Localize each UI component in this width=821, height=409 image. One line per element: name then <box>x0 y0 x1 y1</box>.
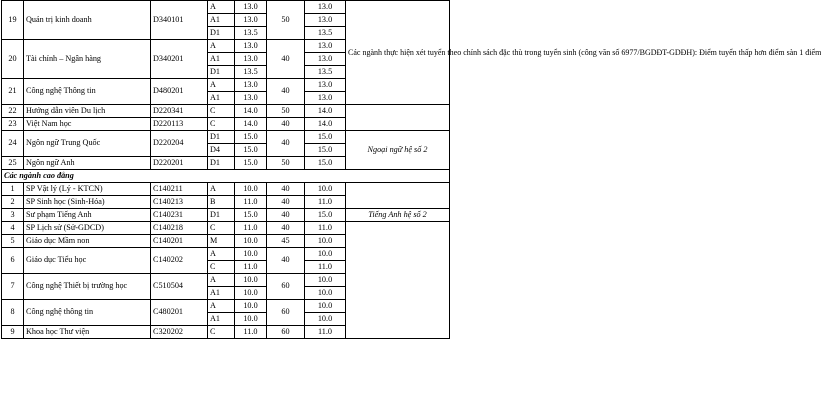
row-number: 23 <box>2 118 24 131</box>
exam-block: D1 <box>208 157 235 170</box>
quota: 40 <box>267 183 305 196</box>
floor-score: 10.0 <box>235 235 267 248</box>
quota: 60 <box>267 300 305 326</box>
row-number: 19 <box>2 1 24 40</box>
quota: 40 <box>267 248 305 274</box>
quota: 50 <box>267 105 305 118</box>
exam-block: A1 <box>208 14 235 27</box>
major-name: Công nghệ Thông tin <box>24 79 151 105</box>
major-code: C510504 <box>151 274 208 300</box>
major-name: Khoa học Thư viện <box>24 326 151 339</box>
english-note: Tiếng Anh hệ số 2 <box>346 209 450 222</box>
row-number: 1 <box>2 183 24 196</box>
admission-score: 13.0 <box>305 1 346 14</box>
admission-score: 13.5 <box>305 27 346 40</box>
admission-score: 10.0 <box>305 235 346 248</box>
floor-score: 15.0 <box>235 209 267 222</box>
row-number: 7 <box>2 274 24 300</box>
floor-score: 10.0 <box>235 300 267 313</box>
admission-score: 14.0 <box>305 118 346 131</box>
section-title: Các ngành cao đẳng <box>2 170 450 183</box>
quota: 45 <box>267 235 305 248</box>
table-row <box>2 105 450 118</box>
floor-score: 13.0 <box>235 14 267 27</box>
exam-block: D1 <box>208 66 235 79</box>
admission-score: 13.0 <box>305 92 346 105</box>
table-row <box>2 209 450 222</box>
major-name: Ngôn ngữ Trung Quốc <box>24 131 151 157</box>
exam-block: A1 <box>208 287 235 300</box>
major-code: C140218 <box>151 222 208 235</box>
row-number: 24 <box>2 131 24 157</box>
quota: 50 <box>267 157 305 170</box>
admission-score: 13.0 <box>305 14 346 27</box>
admission-score: 10.0 <box>305 248 346 261</box>
exam-block: A1 <box>208 92 235 105</box>
major-name: SP Vật lý (Lý - KTCN) <box>24 183 151 196</box>
major-code: C480201 <box>151 300 208 326</box>
exam-block: D1 <box>208 27 235 40</box>
admission-score: 10.0 <box>305 287 346 300</box>
note-empty <box>346 105 450 131</box>
major-code: C140202 <box>151 248 208 274</box>
floor-score: 14.0 <box>235 118 267 131</box>
quota: 40 <box>267 40 305 79</box>
major-code: D340201 <box>151 40 208 79</box>
major-name: SP Lịch sử (Sử-GDCD) <box>24 222 151 235</box>
exam-block: C <box>208 118 235 131</box>
table-row <box>2 131 450 144</box>
exam-block: A <box>208 183 235 196</box>
admission-score: 10.0 <box>305 313 346 326</box>
floor-score: 11.0 <box>235 196 267 209</box>
row-number: 25 <box>2 157 24 170</box>
policy-note: Các ngành thực hiện xét tuyển theo chính sách đặc thù trong tuyển sinh (công văn số 6977/BGDĐT-GDĐH): Điểm tuyển thấp hơn điểm sàn 1 điểm <box>346 1 450 105</box>
table-row <box>2 1 450 14</box>
exam-block: D1 <box>208 131 235 144</box>
major-name: Hướng dẫn viên Du lịch <box>24 105 151 118</box>
admission-score: 10.0 <box>305 300 346 313</box>
exam-block: A <box>208 300 235 313</box>
floor-score: 15.0 <box>235 157 267 170</box>
row-number: 6 <box>2 248 24 274</box>
admission-score: 11.0 <box>305 326 346 339</box>
major-name: Tài chính – Ngân hàng <box>24 40 151 79</box>
quota: 50 <box>267 1 305 40</box>
section-header-row <box>2 170 450 183</box>
major-code: C320202 <box>151 326 208 339</box>
exam-block: B <box>208 196 235 209</box>
exam-block: A <box>208 40 235 53</box>
major-name: Ngôn ngữ Anh <box>24 157 151 170</box>
exam-block: C <box>208 261 235 274</box>
row-number: 5 <box>2 235 24 248</box>
admission-score: 10.0 <box>305 274 346 287</box>
floor-score: 13.5 <box>235 66 267 79</box>
floor-score: 15.0 <box>235 131 267 144</box>
admission-score: 11.0 <box>305 222 346 235</box>
floor-score: 15.0 <box>235 144 267 157</box>
note-empty <box>346 222 450 339</box>
row-number: 2 <box>2 196 24 209</box>
admission-score: 15.0 <box>305 209 346 222</box>
floor-score: 13.0 <box>235 40 267 53</box>
major-name: Giáo dục Tiểu học <box>24 248 151 274</box>
admission-score: 10.0 <box>305 183 346 196</box>
floor-score: 13.5 <box>235 27 267 40</box>
admission-table <box>1 0 821 339</box>
exam-block: M <box>208 235 235 248</box>
quota: 60 <box>267 326 305 339</box>
major-name: Quản trị kinh doanh <box>24 1 151 40</box>
note-empty <box>346 183 450 209</box>
admission-score: 15.0 <box>305 157 346 170</box>
foreign-language-note: Ngoại ngữ hệ số 2 <box>346 131 450 170</box>
floor-score: 11.0 <box>235 222 267 235</box>
floor-score: 10.0 <box>235 313 267 326</box>
exam-block: C <box>208 326 235 339</box>
row-number: 22 <box>2 105 24 118</box>
floor-score: 13.0 <box>235 79 267 92</box>
admission-score: 13.0 <box>305 79 346 92</box>
major-name: Công nghệ Thiết bị trường học <box>24 274 151 300</box>
exam-block: D1 <box>208 209 235 222</box>
major-name: Sư phạm Tiếng Anh <box>24 209 151 222</box>
major-code: D220113 <box>151 118 208 131</box>
exam-block: A <box>208 274 235 287</box>
exam-block: A <box>208 1 235 14</box>
quota: 40 <box>267 196 305 209</box>
quota: 40 <box>267 222 305 235</box>
quota: 40 <box>267 131 305 157</box>
row-number: 4 <box>2 222 24 235</box>
major-name: Công nghệ thông tin <box>24 300 151 326</box>
admission-score: 13.0 <box>305 53 346 66</box>
floor-score: 13.0 <box>235 53 267 66</box>
admission-score: 11.0 <box>305 261 346 274</box>
major-code: D340101 <box>151 1 208 40</box>
row-number: 8 <box>2 300 24 326</box>
major-name: SP Sinh học (Sinh-Hóa) <box>24 196 151 209</box>
quota: 60 <box>267 274 305 300</box>
admission-score: 14.0 <box>305 105 346 118</box>
row-number: 3 <box>2 209 24 222</box>
exam-block: A1 <box>208 53 235 66</box>
quota: 40 <box>267 79 305 105</box>
admission-score: 15.0 <box>305 131 346 144</box>
exam-block: C <box>208 105 235 118</box>
major-code: C140231 <box>151 209 208 222</box>
major-code: C140211 <box>151 183 208 196</box>
exam-block: A <box>208 79 235 92</box>
floor-score: 10.0 <box>235 274 267 287</box>
exam-block: D4 <box>208 144 235 157</box>
floor-score: 10.0 <box>235 287 267 300</box>
quota: 40 <box>267 209 305 222</box>
quota: 40 <box>267 118 305 131</box>
major-code: D480201 <box>151 79 208 105</box>
exam-block: C <box>208 222 235 235</box>
major-code: D220201 <box>151 157 208 170</box>
major-name: Giáo dục Mầm non <box>24 235 151 248</box>
row-number: 20 <box>2 40 24 79</box>
table-row <box>2 222 450 235</box>
row-number: 9 <box>2 326 24 339</box>
floor-score: 11.0 <box>235 261 267 274</box>
floor-score: 14.0 <box>235 105 267 118</box>
major-code: D220204 <box>151 131 208 157</box>
admission-score: 13.0 <box>305 40 346 53</box>
floor-score: 10.0 <box>235 248 267 261</box>
row-number: 21 <box>2 79 24 105</box>
admission-score: 11.0 <box>305 196 346 209</box>
floor-score: 13.0 <box>235 1 267 14</box>
floor-score: 10.0 <box>235 183 267 196</box>
admission-score: 15.0 <box>305 144 346 157</box>
admission-score: 13.5 <box>305 66 346 79</box>
floor-score: 13.0 <box>235 92 267 105</box>
major-code: C140201 <box>151 235 208 248</box>
exam-block: A <box>208 248 235 261</box>
exam-block: A1 <box>208 313 235 326</box>
major-code: C140213 <box>151 196 208 209</box>
major-name: Việt Nam học <box>24 118 151 131</box>
major-code: D220341 <box>151 105 208 118</box>
table-row <box>2 183 450 196</box>
floor-score: 11.0 <box>235 326 267 339</box>
